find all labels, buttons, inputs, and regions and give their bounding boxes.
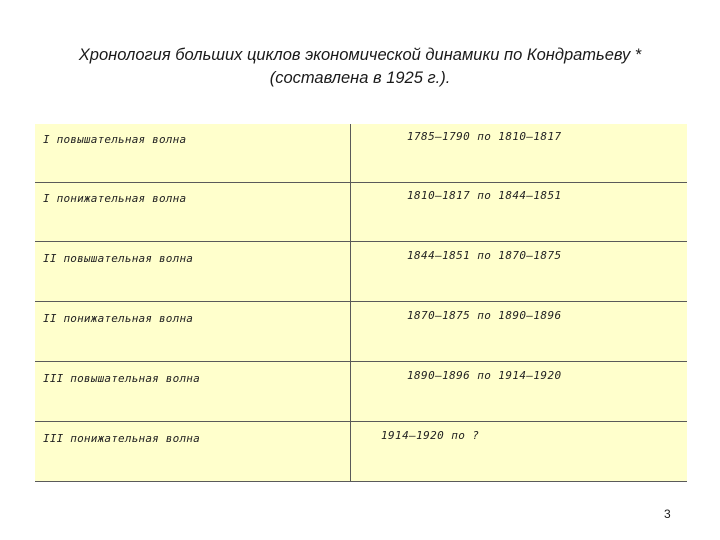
title-line-1: Хронология больших циклов экономической динамики по Кондратьеву *	[78, 46, 642, 64]
wave-period-cell: 1785—1790 по 1810—1817	[407, 130, 562, 143]
wave-name-cell: I повышательная волна	[43, 133, 187, 146]
table-row	[35, 243, 687, 302]
wave-name-cell: I понижательная волна	[43, 192, 187, 205]
wave-period-cell: 1890—1896 по 1914—1920	[407, 369, 562, 382]
title-line-2: (составлена в 1925 г.).	[269, 69, 451, 87]
wave-name-cell: III повышательная волна	[43, 372, 200, 385]
kondratiev-waves-table	[35, 124, 687, 482]
wave-period-cell: 1870—1875 по 1890—1896	[407, 309, 562, 322]
wave-period-cell: 1914—1920 по ?	[381, 429, 480, 442]
wave-name-cell: III понижательная волна	[43, 432, 200, 445]
wave-period-cell: 1844—1851 по 1870—1875	[407, 249, 562, 262]
wave-period-cell: 1810—1817 по 1844—1851	[407, 189, 562, 202]
table-row	[35, 423, 687, 482]
table-row	[35, 183, 687, 242]
slide-title	[0, 44, 720, 90]
page-number: 3	[664, 507, 671, 521]
wave-name-cell: II понижательная волна	[43, 312, 194, 325]
table-row	[35, 124, 687, 183]
table-row	[35, 363, 687, 422]
table-row	[35, 303, 687, 362]
wave-name-cell: II повышательная волна	[43, 252, 194, 265]
